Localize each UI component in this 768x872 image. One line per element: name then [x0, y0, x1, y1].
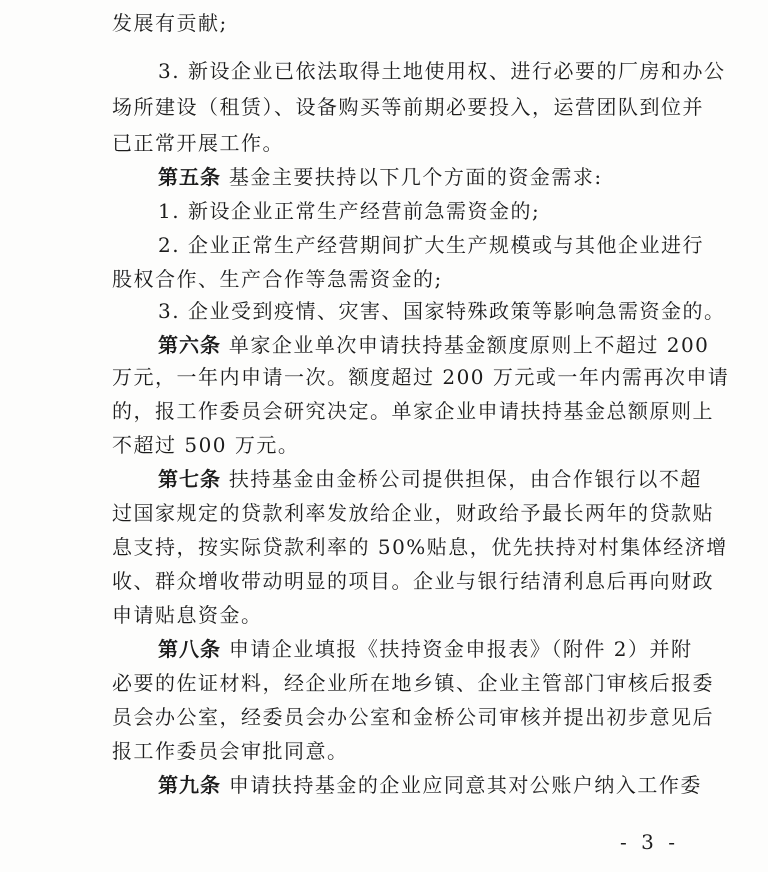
- article-line: [158, 466, 702, 492]
- text-line: [112, 398, 714, 424]
- text-line: [112, 738, 349, 764]
- article-heading: 第八条: [158, 637, 221, 661]
- line-text: 2. 企业正常生产经营期间扩大生产规模或与其他企业进行: [158, 233, 704, 257]
- line-text: 收、群众增收带动明显的项目。企业与银行结清利息后再向财政: [112, 569, 714, 593]
- article-heading: 第五条: [158, 165, 221, 189]
- text-line: [112, 670, 714, 696]
- text-line: [112, 534, 728, 560]
- line-text: 申请企业填报《扶持资金申报表》（附件 2）并附: [221, 637, 693, 661]
- line-text: 发展有贡献;: [112, 11, 228, 35]
- text-line: [158, 58, 725, 84]
- text-line: [112, 432, 299, 458]
- line-text: 单家企业单次申请扶持基金额度原则上不超过 200: [221, 333, 710, 357]
- article-heading: 第六条: [158, 333, 221, 357]
- line-text: 息支持，按实际贷款利率的 50%贴息，优先扶持对村集体经济增: [112, 535, 728, 559]
- page-number: - 3 -: [620, 830, 679, 854]
- text-line: [158, 298, 725, 324]
- article-line: [158, 164, 603, 190]
- line-text: 必要的佐证材料，经企业所在地乡镇、企业主管部门审核后报委: [112, 671, 714, 695]
- line-text: 员会办公室，经委员会办公室和金桥公司审核并提出初步意见后: [112, 705, 714, 729]
- article-heading: 第七条: [158, 467, 221, 491]
- text-line: [112, 266, 443, 292]
- line-text: 3. 企业受到疫情、灾害、国家特殊政策等影响急需资金的。: [158, 299, 726, 323]
- line-text: 万元，一年内申请一次。额度超过 200 万元或一年内需再次申请: [112, 365, 730, 389]
- line-text: 不超过 500 万元。: [112, 433, 300, 457]
- line-text: 的，报工作委员会研究决定。单家企业申请扶持基金总额原则上: [112, 399, 714, 423]
- text-line: [158, 232, 704, 258]
- line-text: 申请扶持基金的企业应同意其对公账户纳入工作委: [221, 773, 702, 797]
- line-text: 3. 新设企业已依法取得土地使用权、进行必要的厂房和办公: [158, 59, 726, 83]
- line-text: 基金主要扶持以下几个方面的资金需求:: [221, 165, 603, 189]
- text-line: [112, 568, 714, 594]
- line-text: 股权合作、生产合作等急需资金的;: [112, 267, 443, 291]
- text-line: [158, 198, 540, 224]
- text-line: [112, 130, 284, 156]
- text-line: [112, 602, 263, 628]
- text-line: [112, 500, 714, 526]
- text-line: [112, 94, 704, 120]
- article-line: [158, 772, 702, 798]
- line-text: 申请贴息资金。: [112, 603, 263, 627]
- text-line: [112, 364, 729, 390]
- article-line: [158, 332, 709, 358]
- text-line: [112, 10, 228, 36]
- line-text: 场所建设（租赁）、设备购买等前期必要投入，运营团队到位并: [112, 95, 704, 119]
- article-heading: 第九条: [158, 773, 221, 797]
- article-line: [158, 636, 692, 662]
- line-text: 已正常开展工作。: [112, 131, 284, 155]
- line-text: 1. 新设企业正常生产经营前急需资金的;: [158, 199, 541, 223]
- line-text: 报工作委员会审批同意。: [112, 739, 349, 763]
- line-text: 扶持基金由金桥公司提供担保，由合作银行以不超: [221, 467, 702, 491]
- line-text: 过国家规定的贷款利率发放给企业，财政给予最长两年的贷款贴: [112, 501, 714, 525]
- text-line: [112, 704, 714, 730]
